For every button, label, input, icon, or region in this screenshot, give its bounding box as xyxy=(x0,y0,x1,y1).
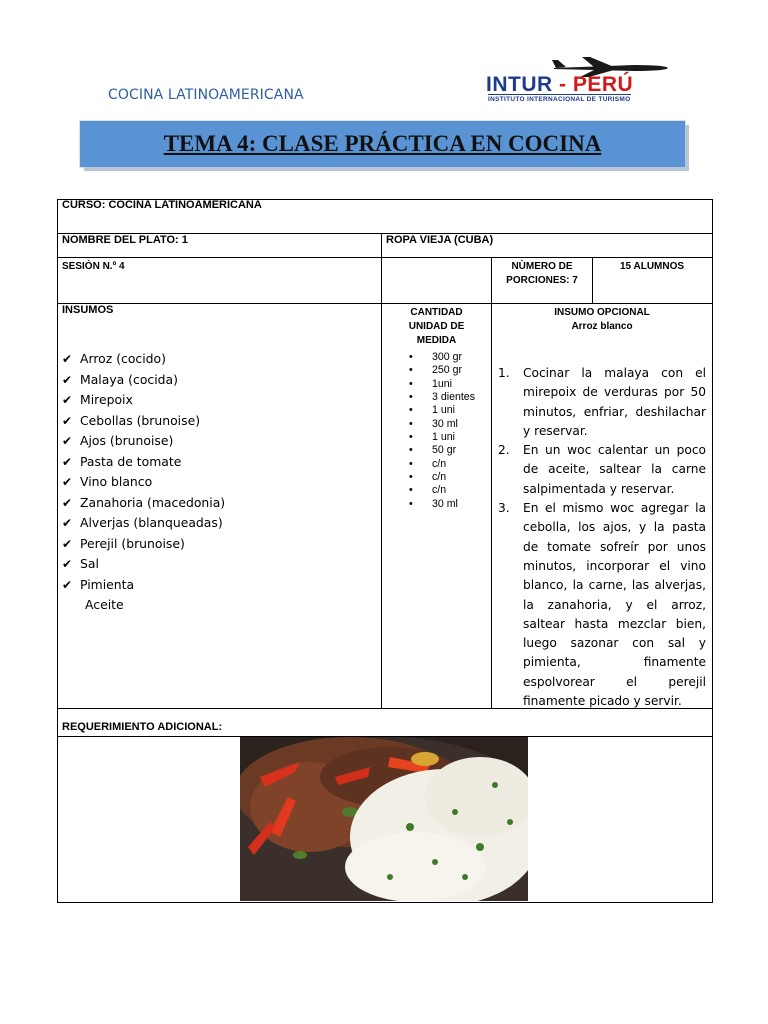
list-item: ✔ Alverjas (blanqueadas) xyxy=(62,513,225,534)
course-field: CURSO: COCINA LATINOAMERICANA xyxy=(62,199,262,211)
intur-peru-logo xyxy=(484,56,670,104)
step-item: 2. En un woc calentar un poco de aceite, saltear la carne salpimentada y reservar. xyxy=(498,443,706,496)
bullet-icon: • xyxy=(409,471,413,484)
list-item: Aceite xyxy=(85,597,124,612)
quantity-header: CANTIDAD UNIDAD DE MEDIDA xyxy=(408,307,465,346)
preparation-steps xyxy=(498,364,706,711)
checkmark-icon: ✔ xyxy=(62,516,73,530)
list-item: • 3 dientes xyxy=(409,391,475,404)
bullet-icon: • xyxy=(409,404,413,417)
list-item: ✔ Arroz (cocido) xyxy=(62,349,225,370)
ingredients-header: INSUMOS xyxy=(62,304,114,316)
list-item: • c/n xyxy=(409,484,447,497)
page-title-banner xyxy=(80,121,685,167)
list-item: • 30 ml xyxy=(409,417,458,430)
bullet-icon: • xyxy=(409,484,413,497)
list-item: ✔ Pasta de tomate xyxy=(62,452,225,473)
list-item: ✔ Malaya (cocida) xyxy=(62,370,225,391)
checkmark-icon: ✔ xyxy=(62,577,73,592)
list-item: ✔ Mirepoix xyxy=(62,390,225,411)
step-item: 3. En el mismo woc agregar la cebolla, los ajos, y la pasta de tomate sofreír por unos minutos, incorporar el vino blanco, la carne, las alverjas, la zanahoria, y el arroz, saltear hasta mezclar bien, luego sazonar con sal y pimienta, finamente espolvorear el perejil finamente picado y servir. xyxy=(498,501,706,709)
bullet-icon: • xyxy=(409,497,413,510)
checkmark-icon: ✔ xyxy=(62,536,73,551)
list-item: • 50 gr xyxy=(409,444,457,457)
page-title: TEMA 4: CLASE PRÁCTICA EN COCINA xyxy=(163,131,602,156)
list-item: ✔ Cebollas (brunoise) xyxy=(62,411,225,432)
step-item: 1. Cocinar la malaya con el mirepoix de verduras por 50 minutos, enfriar, deshilachar y reservar. xyxy=(498,366,706,438)
list-item: • 30 ml xyxy=(409,497,458,510)
list-item: • 250 gr xyxy=(409,364,463,377)
list-item: ✔ Vino blanco xyxy=(62,472,225,493)
optional-header: INSUMO OPCIONAL Arroz blanco xyxy=(554,307,650,332)
bullet-icon: • xyxy=(409,364,413,377)
checkmark-icon: ✔ xyxy=(62,454,73,469)
logo-wordmark: INTUR - PERÚ xyxy=(486,73,634,96)
dish-name-value: ROPA VIEJA (CUBA) xyxy=(386,234,494,246)
bullet-icon: • xyxy=(409,391,413,404)
logo-subtitle: INSTITUTO INTERNACIONAL DE TURISMO xyxy=(488,96,631,103)
bullet-icon: • xyxy=(409,444,413,457)
list-item: ✔ Ajos (brunoise) xyxy=(62,431,225,452)
checkmark-icon: ✔ xyxy=(62,413,73,428)
bullet-icon: • xyxy=(409,377,413,390)
bullet-icon: • xyxy=(409,351,413,363)
list-item: ✔ Sal xyxy=(62,554,225,575)
quantities-list xyxy=(408,351,475,511)
course-header-label: COCINA LATINOAMERICANA xyxy=(108,87,304,103)
students-field: 15 ALUMNOS xyxy=(619,261,685,272)
list-item: ✔ Pimienta xyxy=(62,575,225,596)
list-item: ✔ Perejil (brunoise) xyxy=(62,534,225,555)
portions-field: NÙMERO DE PORCIONES: 7 xyxy=(506,261,578,286)
list-item: • c/n xyxy=(409,471,447,484)
ingredients-list xyxy=(62,349,225,616)
checkmark-icon: ✔ xyxy=(62,352,73,366)
checkmark-icon: ✔ xyxy=(62,557,73,571)
dish-name-label: NOMBRE DEL PLATO: 1 xyxy=(62,234,188,246)
checkmark-icon: ✔ xyxy=(62,475,73,489)
dish-photo xyxy=(240,737,528,901)
checkmark-icon: ✔ xyxy=(62,372,73,387)
checkmark-icon: ✔ xyxy=(62,495,73,510)
list-item: • 1 uni xyxy=(409,404,455,417)
list-item: • 1uni xyxy=(409,377,453,390)
list-item: • 300 gr xyxy=(409,351,463,363)
checkmark-icon: ✔ xyxy=(62,393,73,407)
additional-requirement-label: REQUERIMIENTO ADICIONAL: xyxy=(62,721,223,733)
checkmark-icon: ✔ xyxy=(62,434,73,448)
session-field: SESIÒN N.º 4 xyxy=(62,261,125,272)
list-item: • c/n xyxy=(409,457,447,470)
list-item: ✔ Zanahoria (macedonia) xyxy=(62,493,225,514)
bullet-icon: • xyxy=(409,417,413,430)
bullet-icon: • xyxy=(409,457,413,470)
bullet-icon: • xyxy=(409,431,413,444)
list-item: • 1 uni xyxy=(409,431,455,444)
